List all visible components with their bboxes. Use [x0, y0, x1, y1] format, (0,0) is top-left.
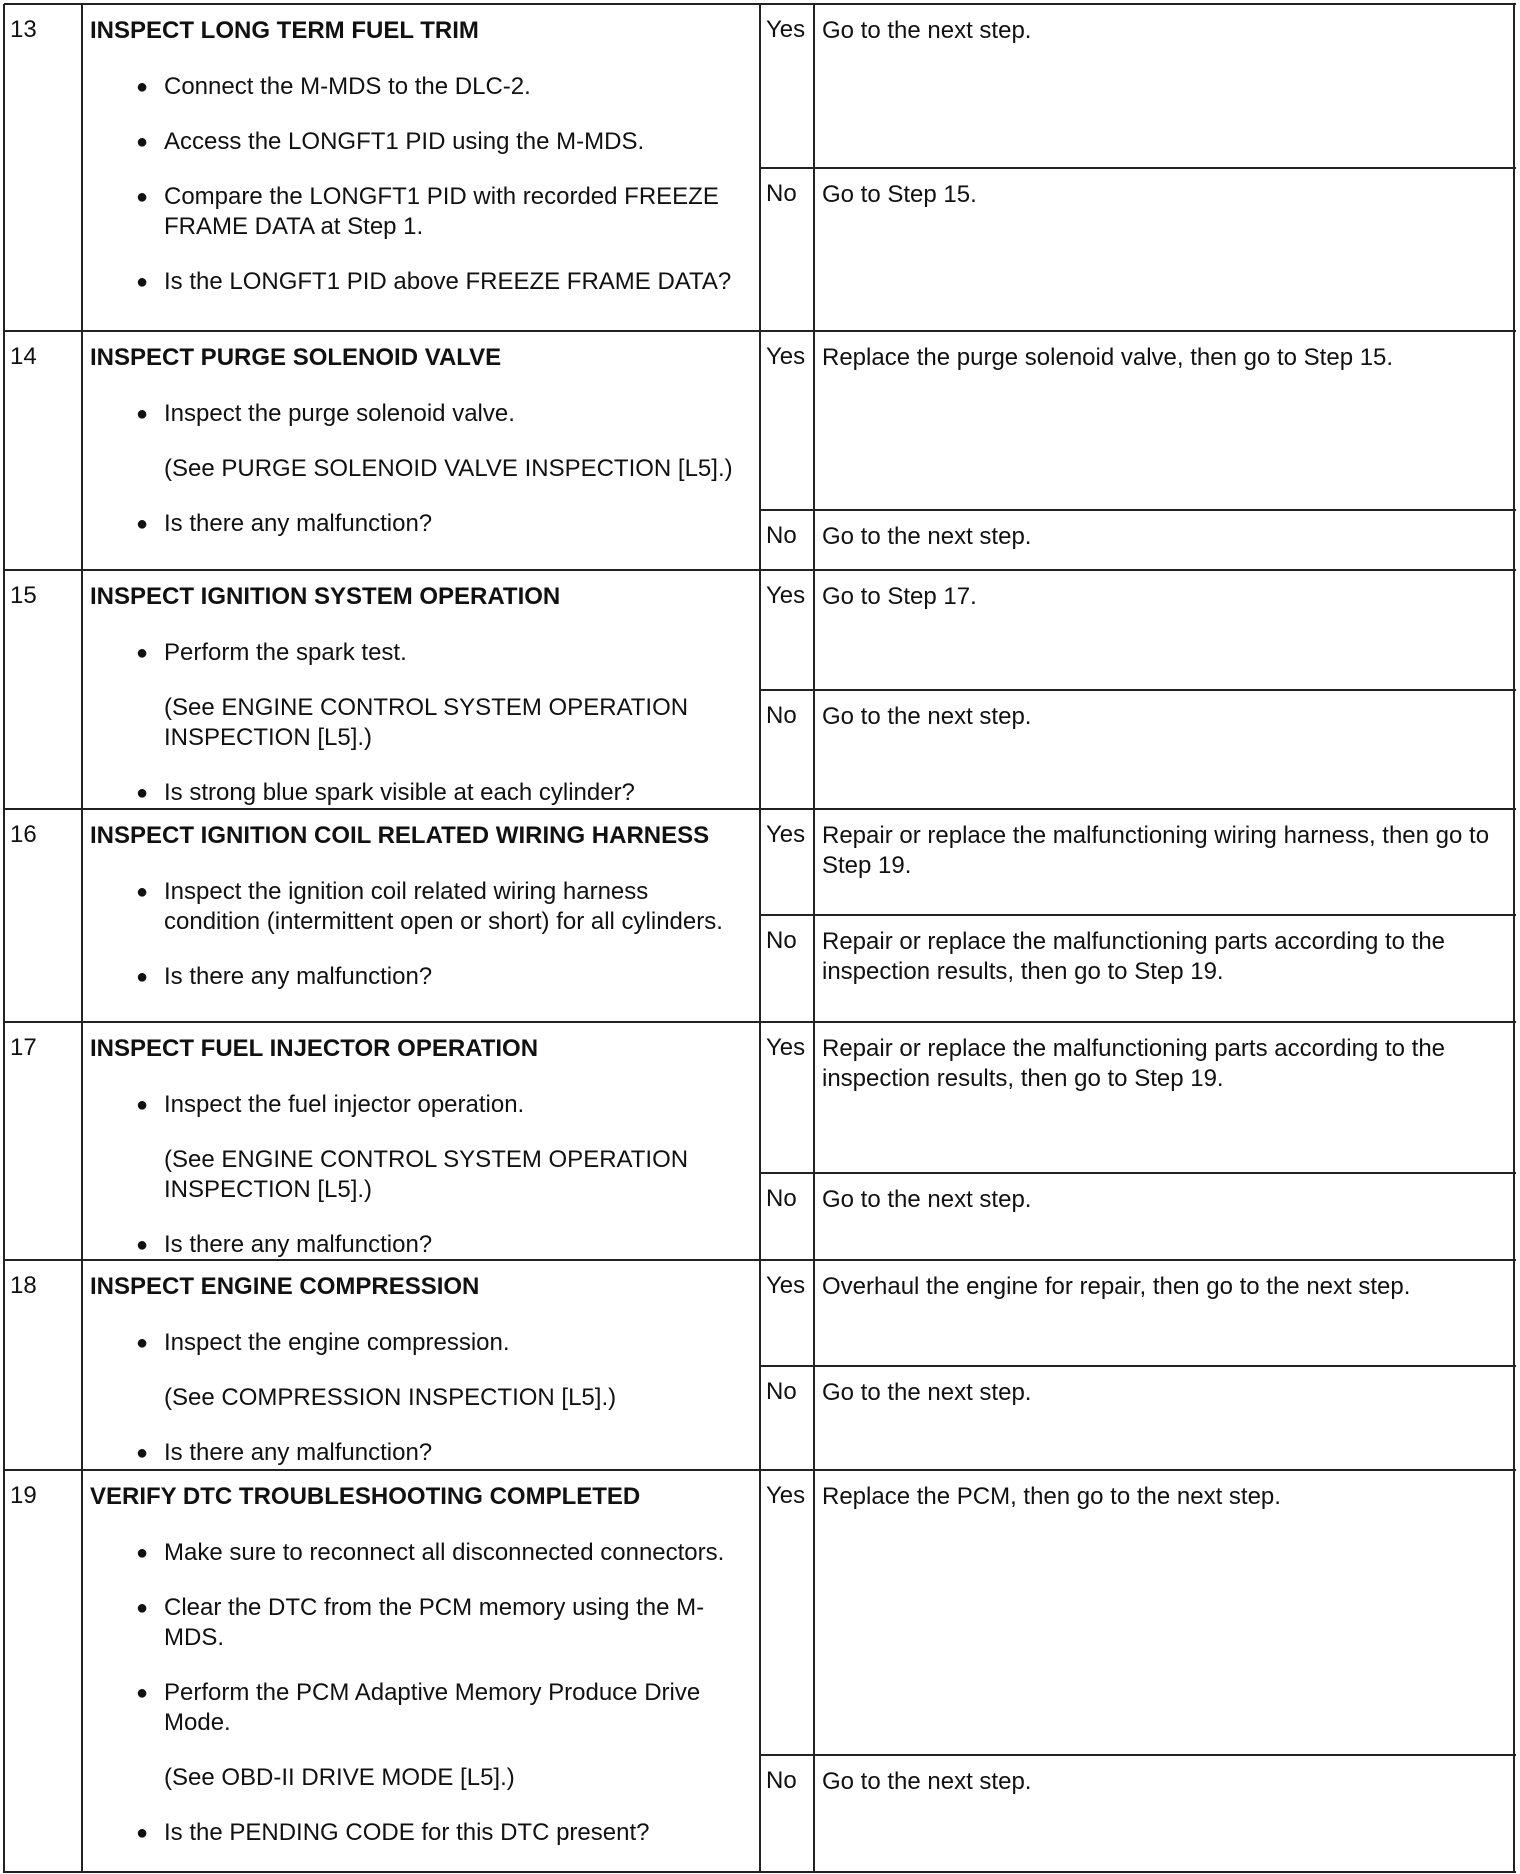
bullet-item: ● Perform the spark test. [90, 638, 744, 668]
bullet-item: ● Clear the DTC from the PCM memory using the M-MDS. [90, 1593, 744, 1653]
step-title: INSPECT ENGINE COMPRESSION [90, 1273, 480, 1300]
step-action-cell [82, 1022, 760, 1260]
bullet-item: ● Inspect the purge solenoid valve. [90, 399, 744, 429]
bullet-item: ● Connect the M-MDS to the DLC-2. [90, 72, 744, 102]
result-yes: Repair or replace the malfunctioning parts according to the inspection results, then go to Step 19. [822, 1035, 1446, 1092]
step-title: INSPECT IGNITION SYSTEM OPERATION [90, 583, 561, 610]
step-title: INSPECT FUEL INJECTOR OPERATION [90, 1035, 539, 1062]
bullet-item: ● Make sure to reconnect all disconnected connectors. [90, 1538, 744, 1568]
result-no: Go to the next step. [822, 523, 1032, 550]
bullet-item: ● Is strong blue spark visible at each cylinder? [90, 778, 744, 808]
reference-note: (See OBD-II DRIVE MODE [L5].) [164, 1764, 515, 1791]
result-yes: Replace the purge solenoid valve, then go to Step 15. [822, 344, 1394, 371]
step-action-cell [82, 331, 760, 570]
answer-yes: Yes [766, 1034, 806, 1061]
outcome-divider [760, 914, 1516, 916]
bullet-item: ● Inspect the engine compression. [90, 1328, 744, 1358]
answer-yes: Yes [766, 16, 806, 43]
step-number: 13 [10, 16, 37, 43]
bullet-item: ● Inspect the fuel injector operation. [90, 1090, 744, 1120]
answer-no: No [766, 180, 797, 207]
step-number: 15 [10, 582, 37, 609]
bullet-item: ● Is there any malfunction? [90, 1438, 744, 1468]
result-no: Go to the next step. [822, 1768, 1032, 1795]
step-number: 19 [10, 1482, 37, 1509]
answer-no: No [766, 702, 797, 729]
result-yes: Repair or replace the malfunctioning wiring harness, then go to Step 19. [822, 822, 1490, 879]
bullet-item: ● Compare the LONGFT1 PID with recorded FREEZE FRAME DATA at Step 1. [90, 182, 744, 242]
bullet-item: ● Inspect the ignition coil related wiring harness condition (intermittent open or short) for all cylinders. [90, 877, 744, 937]
answer-no: No [766, 522, 797, 549]
result-yes: Overhaul the engine for repair, then go to the next step. [822, 1273, 1411, 1300]
step-action-cell [82, 570, 760, 809]
outcome-divider [760, 1172, 1516, 1174]
answer-yes: Yes [766, 343, 806, 370]
step-title: VERIFY DTC TROUBLESHOOTING COMPLETED [90, 1483, 641, 1510]
result-no: Go to Step 15. [822, 181, 977, 208]
bullet-item: ● Is there any malfunction? [90, 509, 744, 539]
bullet-item: ● Is the PENDING CODE for this DTC present? [90, 1818, 744, 1848]
answer-no: No [766, 1185, 797, 1212]
step-action-cell [82, 809, 760, 1022]
result-no: Go to the next step. [822, 1186, 1032, 1213]
column-divider [759, 4, 761, 1873]
answer-no: No [766, 1767, 797, 1794]
outcome-divider [760, 1754, 1516, 1756]
result-no: Go to the next step. [822, 703, 1032, 730]
outcome-divider [760, 509, 1516, 511]
bullet-item: ● Is there any malfunction? [90, 1230, 744, 1260]
step-title: INSPECT IGNITION COIL RELATED WIRING HARNESS [90, 822, 710, 849]
step-action-cell [82, 4, 760, 331]
step-number: 18 [10, 1272, 37, 1299]
bullet-item: ● Perform the PCM Adaptive Memory Produce Drive Mode. [90, 1678, 744, 1738]
outcome-divider [760, 167, 1516, 169]
bullet-item: ● Access the LONGFT1 PID using the M-MDS. [90, 127, 744, 157]
column-divider [813, 4, 815, 1873]
reference-note: (See PURGE SOLENOID VALVE INSPECTION [L5].) [164, 455, 733, 482]
answer-yes: Yes [766, 1482, 806, 1509]
step-title: INSPECT PURGE SOLENOID VALVE [90, 344, 502, 371]
answer-no: No [766, 927, 797, 954]
step-number: 14 [10, 343, 37, 370]
step-number: 17 [10, 1034, 37, 1061]
step-action-cell [82, 1470, 760, 1872]
answer-yes: Yes [766, 821, 806, 848]
step-number: 16 [10, 821, 37, 848]
result-no: Go to the next step. [822, 1379, 1032, 1406]
answer-yes: Yes [766, 1272, 806, 1299]
column-divider [3, 4, 5, 1873]
reference-note: (See ENGINE CONTROL SYSTEM OPERATION INSPECTION [L5].) [164, 694, 689, 751]
result-no: Repair or replace the malfunctioning parts according to the inspection results, then go to Step 19. [822, 928, 1446, 985]
outcome-divider [760, 689, 1516, 691]
column-divider [81, 4, 83, 1873]
result-yes: Go to Step 17. [822, 583, 977, 610]
result-yes: Go to the next step. [822, 17, 1032, 44]
step-title: INSPECT LONG TERM FUEL TRIM [90, 17, 479, 44]
result-yes: Replace the PCM, then go to the next step. [822, 1483, 1281, 1510]
answer-yes: Yes [766, 582, 806, 609]
answer-no: No [766, 1378, 797, 1405]
step-action-cell [82, 1260, 760, 1470]
outcome-divider [760, 1365, 1516, 1367]
reference-note: (See ENGINE CONTROL SYSTEM OPERATION INSPECTION [L5].) [164, 1146, 689, 1203]
bullet-item: ● Is there any malfunction? [90, 962, 744, 992]
column-divider [1513, 4, 1515, 1873]
reference-note: (See COMPRESSION INSPECTION [L5].) [164, 1384, 617, 1411]
bullet-item: ● Is the LONGFT1 PID above FREEZE FRAME DATA? [90, 267, 744, 297]
